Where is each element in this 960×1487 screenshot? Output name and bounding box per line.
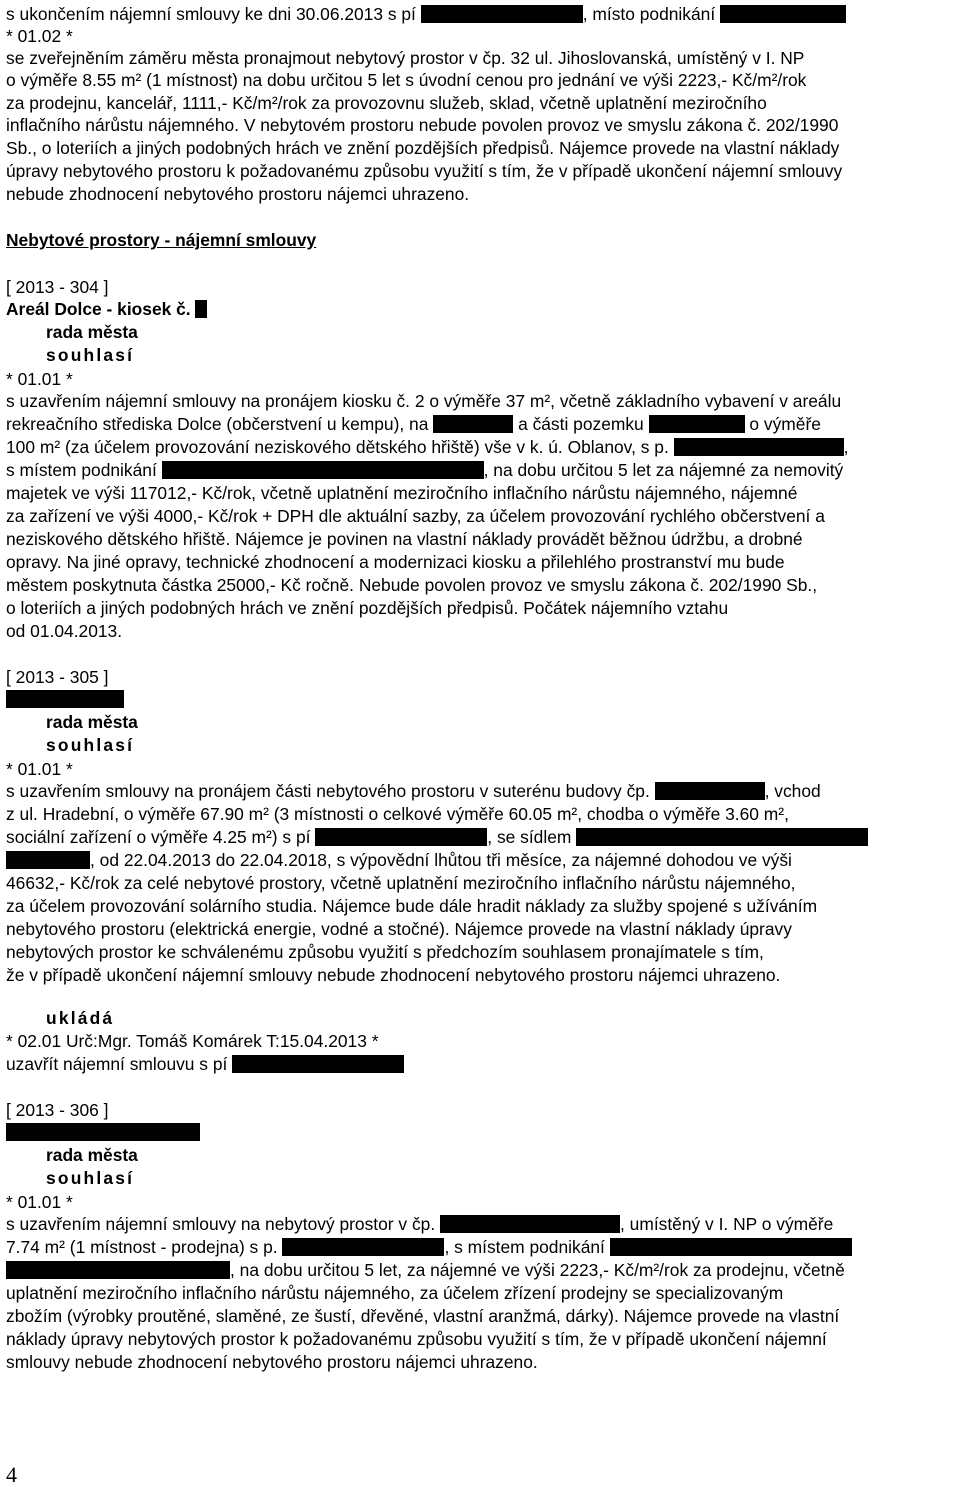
text-line [6, 25, 73, 47]
text-segment: Sb., o loteriích a jiných podobných hrách ve znění pozdějších předpisů. Nájemce provede na vlastní náklady [6, 138, 840, 158]
text-segment: * 01.01 * [6, 759, 73, 779]
text-line [6, 918, 792, 940]
text-segment: Areál Dolce - kiosek č. [6, 299, 196, 319]
text-line [6, 368, 73, 390]
redaction-block [232, 1055, 404, 1073]
text-line [46, 711, 138, 733]
text-segment: o loteriích a jiných podobných hrách ve znění pozdějších předpisů. Počátek nájemního vztahu [6, 598, 729, 618]
text-line [6, 872, 795, 894]
text-line [6, 1213, 833, 1235]
redaction-block [576, 828, 868, 846]
text-line [6, 47, 804, 69]
redaction-block [440, 1215, 620, 1233]
text-line [46, 344, 134, 366]
redaction-block [162, 461, 484, 479]
text-segment: 7.74 m² (1 místnost - prodejna) s p. [6, 1237, 283, 1257]
text-line [6, 183, 469, 205]
text-line [6, 758, 73, 780]
text-line [46, 1007, 114, 1029]
text-segment: z ul. Hradební, o výměře 67.90 m² (3 místnosti o celkové výměře 60.05 m², chodba o výměře 3.60 m², [6, 804, 789, 824]
text-segment: neziskového dětského hřiště. Nájemce je povinen na vlastní náklady provádět běžnou údržbu, a drobné [6, 529, 803, 549]
redaction-block [610, 1238, 852, 1256]
text-line [6, 1328, 827, 1350]
text-line [6, 551, 784, 573]
text-line [6, 1305, 839, 1327]
text-segment: rada města [46, 322, 138, 342]
text-segment: Nebytové prostory - nájemní smlouvy [6, 230, 317, 250]
text-segment: o výměře 8.55 m² (1 místnost) na dobu určitou 5 let s úvodní cenou pro jednání ve výši 2223,- Kč/m²/rok [6, 70, 807, 90]
text-segment: [ 2013 - 306 ] [6, 1100, 109, 1120]
text-line [6, 1030, 379, 1052]
text-line [6, 436, 848, 458]
text-segment: , od 22.04.2013 do 22.04.2018, s výpovědní lhůtou tři měsíce, za nájemné dohodou ve výši [90, 850, 792, 870]
text-line [6, 597, 728, 619]
text-segment: městem poskytnuta částka 25000,- Kč ročně. Nebude povolen provoz ve smyslu zákona č. 202/1990 Sb., [6, 575, 818, 595]
text-segment: rada města [46, 712, 138, 732]
text-segment: , se sídlem [487, 827, 577, 847]
text-segment: za prodejnu, kancelář, 1111,- Kč/m²/rok za provozovnu služeb, sklad, včetně uplatnění meziročního [6, 93, 767, 113]
redaction-block [6, 1261, 230, 1279]
text-line [6, 276, 108, 298]
text-line [6, 229, 316, 251]
redaction-block [315, 828, 487, 846]
text-segment: úpravy nebytového prostoru k požadovanému způsobu využití s tím, že v případě ukončení nájemní smlouvy [6, 161, 843, 181]
text-segment: uplatnění meziročního inflačního nárůstu nájemného, za účelem zřízení prodejny se specializovaným [6, 1283, 784, 1303]
text-line [46, 734, 134, 756]
page-number: 4 [6, 1462, 17, 1487]
text-line [6, 413, 821, 435]
text-line [6, 826, 868, 848]
redaction-block [720, 5, 846, 23]
redaction-block [674, 438, 844, 456]
text-line [6, 390, 841, 412]
text-line [6, 298, 207, 320]
text-line [6, 1282, 783, 1304]
text-segment: a části pozemku [513, 414, 649, 434]
text-line [6, 688, 124, 710]
text-line [6, 137, 839, 159]
text-segment: smlouvy nebude zhodnocení nebytového prostoru nájemci uhrazeno. [6, 1352, 538, 1372]
text-segment: s uzavřením nájemní smlouvy na nebytový prostor v čp. [6, 1214, 440, 1234]
text-segment: , vchod [764, 781, 821, 801]
text-segment: [ 2013 - 305 ] [6, 667, 109, 687]
text-line [6, 3, 846, 25]
text-line [6, 780, 821, 802]
text-line [6, 1351, 538, 1373]
text-segment: sociální zařízení o výměře 4.25 m²) s pí [6, 827, 316, 847]
text-segment: od 01.04.2013. [6, 621, 123, 641]
text-segment: nebytového prostoru (elektrická energie, vodné a stočné). Nájemce provede na vlastní náklady úpravy [6, 919, 792, 939]
text-segment: ukládá [46, 1008, 115, 1028]
text-segment: se zveřejněním záměru města pronajmout nebytový prostor v čp. 32 ul. Jihoslovanská, umístěný v I. NP [6, 48, 805, 68]
text-line [6, 482, 797, 504]
redaction-block [6, 851, 90, 869]
text-line [6, 574, 817, 596]
text-segment: za účelem provozování solárního studia. Nájemce bude dále hradit náklady za služby spojené s užíváním [6, 896, 818, 916]
text-segment: , na dobu určitou 5 let, za nájemné ve výši 2223,- Kč/m²/rok za prodejnu, včetně [230, 1260, 845, 1280]
text-line [6, 1121, 200, 1143]
redaction-block [195, 300, 207, 318]
text-segment: [ 2013 - 304 ] [6, 277, 109, 297]
text-line [6, 505, 825, 527]
text-segment: rada města [46, 1145, 138, 1165]
text-line [6, 1053, 404, 1075]
text-line [6, 941, 764, 963]
text-segment: souhlasí [46, 735, 135, 755]
text-segment: inflačního nárůstu nájemného. V nebytovém prostoru nebude povolen provoz ve smyslu zákona č. 202/1990 [6, 115, 839, 135]
text-line [6, 803, 789, 825]
text-segment: uzavřít nájemní smlouvu s pí [6, 1054, 233, 1074]
text-segment: za zařízení ve výši 4000,- Kč/rok + DPH dle aktuální sazby, za účelem provozování rychlého občerstvení a [6, 506, 825, 526]
text-segment: 46632,- Kč/rok za celé nebytové prostory, včetně uplatnění meziročního inflačního nárůstu nájemného, [6, 873, 796, 893]
text-segment: s místem podnikání [6, 460, 162, 480]
text-segment: rekreačního střediska Dolce (občerstvení u kempu), na [6, 414, 434, 434]
text-segment: souhlasí [46, 345, 135, 365]
text-segment: že v případě ukončení nájemní smlouvy nebude zhodnocení nebytového prostoru nájemci uhrazeno. [6, 965, 781, 985]
text-segment: 100 m² (za účelem provozování neziskového dětského hřiště) vše v k. ú. Oblanov, s p. [6, 437, 674, 457]
redaction-block [655, 782, 765, 800]
text-line [46, 321, 138, 343]
text-line [6, 1259, 845, 1281]
text-line [6, 895, 817, 917]
text-line [46, 1144, 138, 1166]
text-line [6, 114, 838, 136]
text-segment: majetek ve výši 117012,- Kč/rok, včetně uplatnění meziročního inflačního nárůstu nájemného, nájemné [6, 483, 798, 503]
text-segment: , místo podnikání [582, 4, 720, 24]
text-segment: o výměře [744, 414, 821, 434]
text-line [6, 849, 792, 871]
text-line [6, 160, 842, 182]
text-segment: , umístěný v I. NP o výměře [620, 1214, 834, 1234]
text-line [46, 1167, 134, 1189]
text-line [6, 1236, 852, 1258]
text-line [6, 528, 803, 550]
text-segment: s ukončením nájemní smlouvy ke dni 30.06.2013 s pí [6, 4, 421, 24]
redaction-block [282, 1238, 444, 1256]
text-line [6, 620, 122, 642]
text-segment: souhlasí [46, 1168, 135, 1188]
text-segment: s uzavřením smlouvy na pronájem části nebytového prostoru v suterénu budovy čp. [6, 781, 655, 801]
text-segment: s uzavřením nájemní smlouvy na pronájem kiosku č. 2 o výměře 37 m², včetně základního vybavení v areálu [6, 391, 842, 411]
text-segment: * 01.01 * [6, 369, 73, 389]
text-segment: zbožím (výrobky proutěné, slaměné, ze šustí, dřevěné, vlastní aranžmá, dárky). Nájemce provede na vlastní [6, 1306, 840, 1326]
redaction-block [6, 690, 124, 708]
text-line [6, 666, 108, 688]
text-segment: nebude zhodnocení nebytového prostoru nájemci uhrazeno. [6, 184, 470, 204]
redaction-block [433, 415, 513, 433]
text-segment: , [843, 437, 849, 457]
text-segment: , s místem podnikání [444, 1237, 610, 1257]
text-segment: * 01.02 * [6, 26, 73, 46]
text-line [6, 69, 806, 91]
text-segment: , na dobu určitou 5 let za nájemné za nemovitý [483, 460, 844, 480]
text-line [6, 1099, 108, 1121]
text-segment: opravy. Na jiné opravy, technické zhodnocení a modernizaci kiosku a přilehlého prostranství mu bude [6, 552, 785, 572]
text-segment: * 01.01 * [6, 1192, 73, 1212]
text-line [6, 92, 767, 114]
text-line [6, 459, 843, 481]
redaction-block [649, 415, 745, 433]
text-line [6, 1191, 73, 1213]
text-segment: náklady úpravy nebytových prostor k požadovanému způsobu využití s tím, že v případě ukončení nájemní [6, 1329, 827, 1349]
text-line [6, 964, 780, 986]
text-segment: nebytových prostor ke schválenému způsobu využití s předchozím souhlasem pronajímatele s tím, [6, 942, 764, 962]
redaction-block [421, 5, 583, 23]
redaction-block [6, 1123, 200, 1141]
text-segment: * 02.01 Urč:Mgr. Tomáš Komárek T:15.04.2013 * [6, 1031, 379, 1051]
